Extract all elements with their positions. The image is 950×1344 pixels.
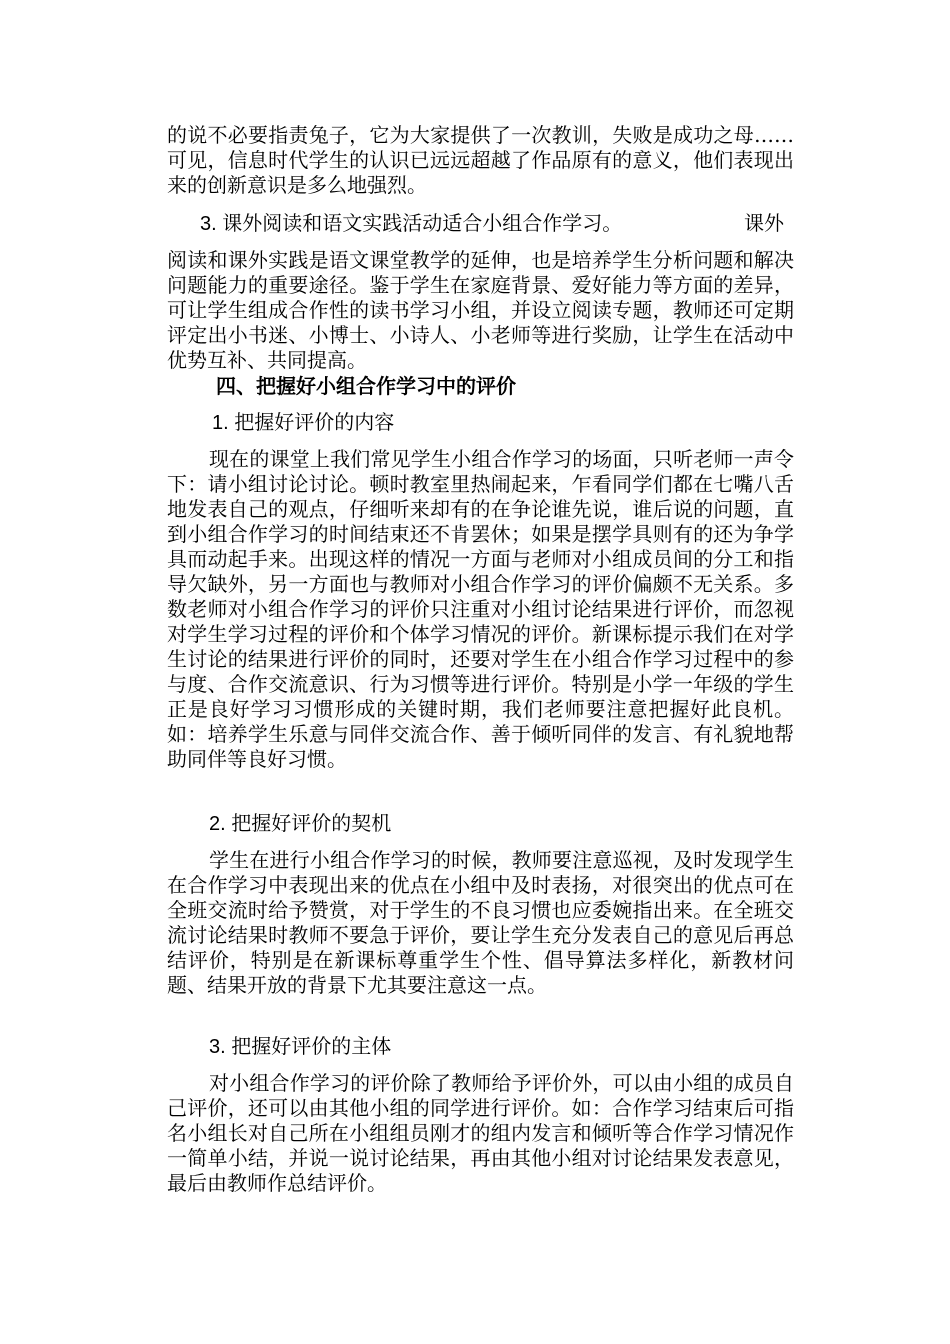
paragraph-4: 学生在进行小组合作学习的时候，教师要注意巡视，及时发现学生在合作学习中表现出来的优点在小组中及时表扬，对很突出的优点可在全班交流时给予赞赏，对于学生的不良习惯也应委婉指出来。在全班交流讨论结果时教师不要急于评价，要让学生充分发表自己的意见后再总结评价，特别是在新课标尊重学生个性、倡导算法多样化，新教材问题、结果开放的背景下尤其要注意这一点。 — [167, 848, 794, 997]
subheading-1: 1. 把握好评价的内容 — [212, 412, 395, 434]
subheading-3: 3. 把握好评价的主体 — [209, 1036, 392, 1058]
item-3-heading — [200, 212, 794, 237]
paragraph-3: 现在的课堂上我们常见学生小组合作学习的场面，只听老师一声令下：请小组讨论讨论。顿时教室里热闹起来，乍看同学们都在七嘴八舌地发表自己的观点，仔细听来却有的在争论谁先说，谁后说的问题，直到小组合作学习的时间结束还不肯罢休；如果是摆学具则有的还为争学具而动起手来。出现这样的情况一方面与老师对小组成员间的分工和指导欠缺外，另一方面也与教师对小组合作学习的评价偏颇不无关系。多数老师对小组合作学习的评价只注重对小组讨论结果进行评价，而忽视对学生学习过程的评价和个体学习情况的评价。新课标提示我们在对学生讨论的结果进行评价的同时，还要对学生在小组合作学习过程中的参与度、合作交流意识、行为习惯等进行评价。特别是小学一年级的学生正是良好学习习惯形成的关键时期，我们老师要注意把握好此良机。如：培养学生乐意与同伴交流合作、善于倾听同伴的发言、有礼貌地帮助同伴等良好习惯。 — [167, 447, 794, 771]
section-4-heading: 四、把握好小组合作学习中的评价 — [216, 376, 516, 398]
item-3-left-text: 3. 课外阅读和语文实践活动适合小组合作学习。 — [200, 213, 623, 235]
paragraph-5: 对小组合作学习的评价除了教师给予评价外，可以由小组的成员自己评价，还可以由其他小组的同学进行评价。如：合作学习结束后可指名小组长对自己所在小组组员刚才的组内发言和倾听等合作学习情况作一简单小结，并说一说讨论结果，再由其他小组对讨论结果发表意见，最后由教师作总结评价。 — [167, 1071, 794, 1195]
item-3-right-text: 课外 — [744, 213, 784, 235]
paragraph-2: 阅读和课外实践是语文课堂教学的延伸，也是培养学生分析问题和解决问题能力的重要途径。鉴于学生在家庭背景、爱好能力等方面的差异，可让学生组成合作性的读书学习小组，并设立阅读专题，教师还可定期评定出小书迷、小博士、小诗人、小老师等进行奖励，让学生在活动中优势互补、共同提高。 — [167, 248, 794, 372]
subheading-2: 2. 把握好评价的契机 — [209, 813, 392, 835]
paragraph-1: 的说不必要指责兔子，它为大家提供了一次教训，失败是成功之母……可见，信息时代学生的认识已远远超越了作品原有的意义，他们表现出来的创新意识是多么地强烈。 — [167, 123, 794, 197]
